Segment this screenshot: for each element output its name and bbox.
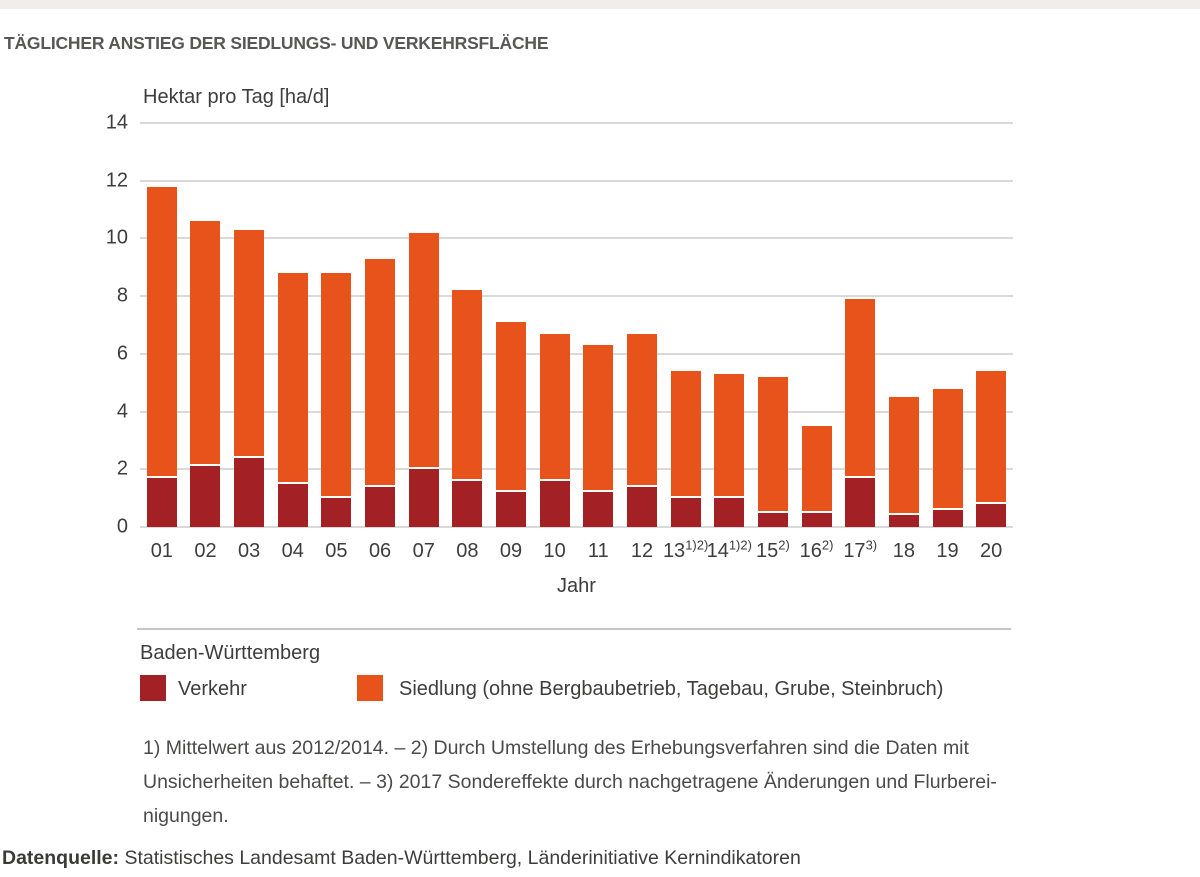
stacked-bar-17 <box>845 299 875 527</box>
x-tick-label: 03 <box>238 540 261 562</box>
data-source-line <box>2 847 801 870</box>
verkehr-segment <box>496 492 526 527</box>
x-tick-label: 20 <box>980 540 1003 562</box>
verkehr-segment <box>583 492 613 527</box>
stacked-bar-04 <box>278 273 308 527</box>
data-source-text: Statistisches Landesamt Baden-Württemberg, Länderinitiative Kernindikatoren <box>119 847 801 869</box>
verkehr-segment <box>845 478 875 527</box>
verkehr-segment <box>147 478 177 527</box>
y-tick-label: 6 <box>116 342 128 365</box>
siedlung-segment <box>802 426 832 513</box>
legend-label-siedlung: Siedlung (ohne Bergbaubetrieb, Tagebau, Grube, Steinbruch) <box>399 678 944 700</box>
x-tick-label: 12 <box>630 540 654 562</box>
x-tick-label: $14^{1)2)}$ <box>706 537 752 562</box>
y-tick-label: 10 <box>105 226 128 249</box>
legend-swatch-siedlung <box>357 675 383 701</box>
verkehr-segment <box>976 504 1006 527</box>
footnote-marker: 2) <box>778 537 790 553</box>
bar-slot <box>707 374 751 527</box>
verkehr-segment <box>671 498 701 527</box>
stacked-bar-07 <box>409 233 439 527</box>
verkehr-segment <box>758 513 788 527</box>
bar-slot <box>533 334 577 527</box>
siedlung-segment <box>933 389 963 510</box>
x-tick-label: 15$^{2)}$ <box>756 537 790 562</box>
bar-slot <box>969 371 1013 527</box>
siedlung-segment <box>714 374 744 498</box>
siedlung-segment <box>758 377 788 513</box>
footnote-marker: 1)2) <box>728 537 752 553</box>
bar-slot <box>271 273 315 527</box>
x-tick-label: 17$^{3)}$ <box>843 537 878 562</box>
y-tick-label: 8 <box>116 284 128 307</box>
verkehr-segment <box>714 498 744 527</box>
stacked-bar-10 <box>540 334 570 527</box>
bar-slot <box>489 322 533 527</box>
stacked-bar-20 <box>976 371 1006 527</box>
bar-slot <box>227 230 271 527</box>
gridline <box>105 226 1013 249</box>
x-tick-label: 05 <box>325 540 348 562</box>
bar-slot <box>838 299 882 527</box>
verkehr-segment <box>802 513 832 527</box>
footnote-marker: 1)2) <box>685 537 709 553</box>
stacked-bar-14 <box>714 374 744 527</box>
siedlung-segment <box>496 322 526 492</box>
siedlung-segment <box>234 230 264 458</box>
footnote-line: 1) Mittelwert aus 2012/2014. – 2) Durch Umstellung des Erhebungsverfahren sind die Daten mit <box>143 737 969 759</box>
verkehr-segment <box>409 469 439 527</box>
x-tick-label: 08 <box>456 540 479 562</box>
siedlung-segment <box>976 371 1006 504</box>
stacked-bar-11 <box>583 345 613 527</box>
siedlung-segment <box>321 273 351 498</box>
bar-slot <box>358 259 402 527</box>
stacked-bar-03 <box>234 230 264 527</box>
bar-slot <box>751 377 795 527</box>
bar-slot <box>664 371 708 527</box>
x-tick-label: 01 <box>150 540 173 562</box>
bar-slot <box>140 187 184 528</box>
x-tick-label: 07 <box>412 540 435 562</box>
bar-slot <box>446 290 490 527</box>
bar-slot <box>882 397 926 527</box>
y-tick-label: 14 <box>105 111 128 134</box>
legend-separator-line <box>137 628 1011 630</box>
y-tick-label: 12 <box>105 169 128 192</box>
stacked-bar-06 <box>365 259 395 527</box>
siedlung-segment <box>278 273 308 484</box>
stacked-bar-12 <box>627 334 657 527</box>
bar-slot <box>315 273 359 527</box>
stacked-bar-05 <box>321 273 351 527</box>
gridline <box>105 169 1013 192</box>
siedlung-segment <box>452 290 482 480</box>
plot-area <box>105 111 1013 538</box>
bar-slot <box>577 345 621 527</box>
data-source-label: Datenquelle: <box>2 847 120 869</box>
siedlung-segment <box>365 259 395 487</box>
verkehr-segment <box>365 487 395 527</box>
footnote-line: nigungen. <box>143 805 229 827</box>
top-strip <box>0 0 1200 9</box>
stacked-bar-13 <box>671 371 701 527</box>
verkehr-segment <box>452 481 482 527</box>
stacked-bar-18 <box>889 397 919 527</box>
siedlung-segment <box>147 187 177 478</box>
siedlung-segment <box>540 334 570 481</box>
siedlung-segment <box>409 233 439 470</box>
siedlung-segment <box>627 334 657 487</box>
legend <box>140 675 1013 702</box>
bar-slot <box>620 334 664 527</box>
x-tick-label: 09 <box>499 540 523 562</box>
x-tick-label: 18 <box>892 540 915 562</box>
page-title: TÄGLICHER ANSTIEG DER SIEDLUNGS- UND VERKEHRSFLÄCHE <box>4 33 549 53</box>
footnotes <box>143 731 997 833</box>
bar-slot <box>795 426 839 527</box>
x-tick-label: 16$^{2)}$ <box>799 537 834 562</box>
footnote-marker: 2) <box>821 537 834 553</box>
verkehr-segment <box>540 481 570 527</box>
siedlung-segment <box>845 299 875 478</box>
bar-slot <box>926 389 970 528</box>
verkehr-segment <box>190 466 220 527</box>
siedlung-segment <box>889 397 919 515</box>
footnote-line: Unsicherheiten behaftet. – 3) 2017 Sondereffekte durch nachgetragene Änderungen und Flurberei- <box>143 771 997 793</box>
footnote-marker: 3) <box>865 537 878 553</box>
x-tick-label: 11 <box>587 540 609 562</box>
verkehr-segment <box>321 498 351 527</box>
siedlung-segment <box>190 221 220 466</box>
stacked-bar-19 <box>933 389 963 528</box>
x-tick-label: $13^{1)2)}$ <box>662 537 709 562</box>
legend-swatch-verkehr <box>140 675 166 701</box>
bar-slot <box>184 221 228 527</box>
x-tick-label: 02 <box>194 540 217 562</box>
verkehr-segment <box>234 458 264 527</box>
bar-slot <box>402 233 446 527</box>
x-tick-label: 06 <box>368 540 392 562</box>
y-axis-unit-label: Hektar pro Tag [ha/d] <box>143 86 330 108</box>
stacked-bar-16 <box>802 426 832 527</box>
stacked-bar-08 <box>452 290 482 527</box>
y-tick-label: 2 <box>116 457 128 480</box>
x-axis-title: Jahr <box>557 575 596 597</box>
siedlung-segment <box>583 345 613 492</box>
x-tick-label: 10 <box>543 540 566 562</box>
legend-region-title: Baden-Württemberg <box>140 642 321 664</box>
verkehr-segment <box>627 487 657 527</box>
stacked-bar-02 <box>190 221 220 527</box>
verkehr-segment <box>889 515 919 527</box>
stacked-bar-09 <box>496 322 526 527</box>
legend-label-verkehr: Verkehr <box>178 678 247 700</box>
siedlung-segment <box>671 371 701 498</box>
stacked-bar-01 <box>147 187 177 528</box>
gridline <box>105 111 1013 134</box>
x-axis-labels <box>140 537 1013 568</box>
x-tick-label: 19 <box>936 540 959 562</box>
y-tick-label: 0 <box>116 515 128 538</box>
x-tick-label: 04 <box>281 540 304 562</box>
verkehr-segment <box>933 510 963 527</box>
stacked-bar-15 <box>758 377 788 527</box>
y-tick-label: 4 <box>116 400 128 423</box>
verkehr-segment <box>278 484 308 527</box>
